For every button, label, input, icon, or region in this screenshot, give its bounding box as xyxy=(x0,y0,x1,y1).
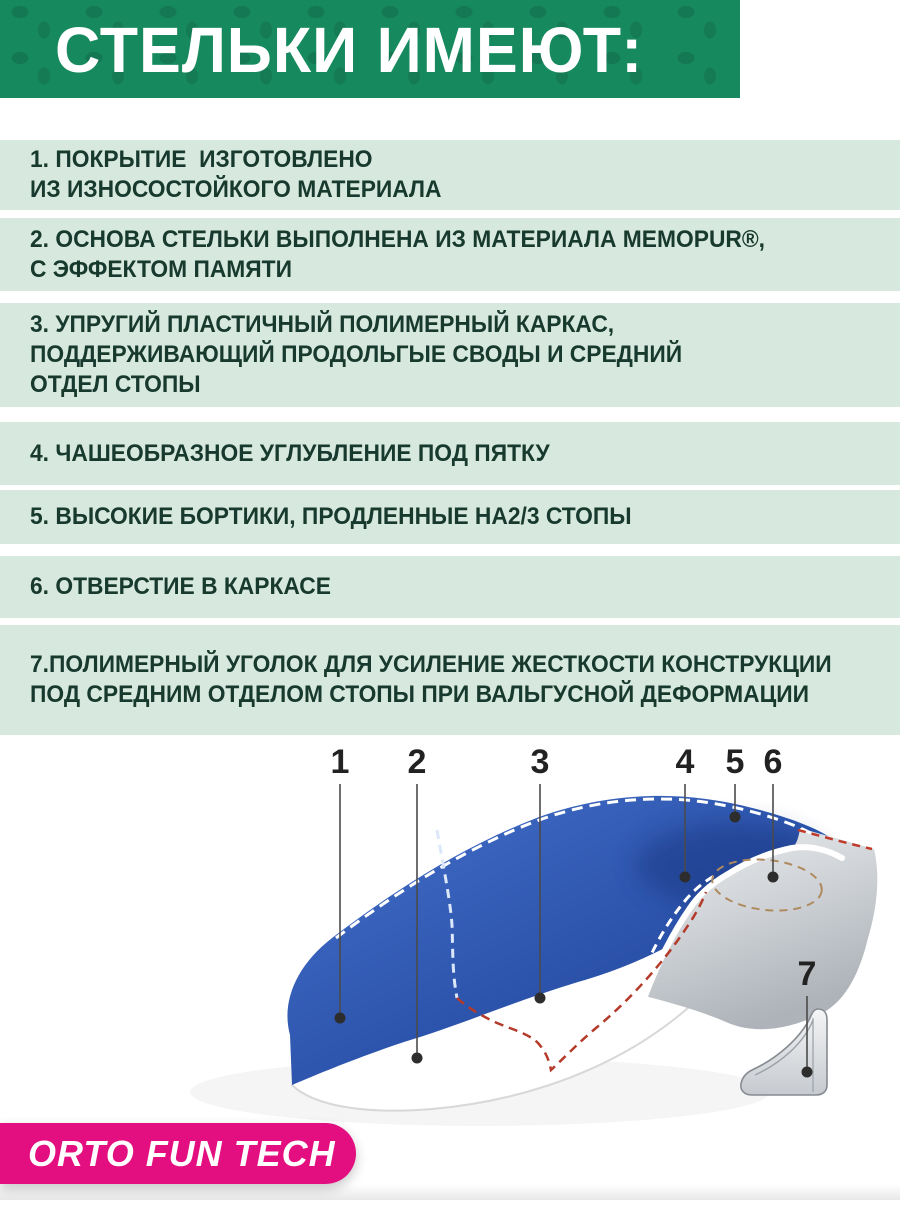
feature-item-4 xyxy=(0,422,900,485)
header-banner xyxy=(0,0,740,98)
feature-line: 2. ОСНОВА СТЕЛЬКИ ВЫПОЛНЕНА ИЗ МАТЕРИАЛА MEMOPUR®, xyxy=(30,225,766,253)
feature-line: ИЗ ИЗНОСОСТОЙКОГО МАТЕРИАЛА xyxy=(30,176,442,203)
callout-number-7: 7 xyxy=(797,955,817,993)
callout-dot-7 xyxy=(802,1067,813,1078)
callout-dot-3 xyxy=(535,993,546,1004)
callout-number-3: 3 xyxy=(530,743,550,781)
feature-item-5 xyxy=(0,490,900,544)
callout-dot-2 xyxy=(412,1053,423,1064)
feature-item-6 xyxy=(0,556,900,618)
feature-line: 4. ЧАШЕОБРАЗНОЕ УГЛУБЛЕНИЕ ПОД ПЯТКУ xyxy=(30,439,550,467)
callout-number-5: 5 xyxy=(725,743,745,781)
callout-number-4: 4 xyxy=(675,743,695,781)
callout-number-1: 1 xyxy=(330,743,350,781)
page-title: СТЕЛЬКИ ИМЕЮТ: xyxy=(55,14,644,86)
brand-name: ORTO FUN TECH xyxy=(28,1132,336,1174)
feature-item-2 xyxy=(0,218,900,291)
feature-line: 1. ПОКРЫТИЕ ИЗГОТОВЛЕНО xyxy=(30,146,373,173)
feature-line: 6. ОТВЕРСТИЕ В КАРКАСЕ xyxy=(30,573,331,600)
feature-line: ПОД СРЕДНИМ ОТДЕЛОМ СТОПЫ ПРИ ВАЛЬГУСНОЙ ДЕФОРМАЦИИ xyxy=(30,681,810,708)
feature-line: ПОДДЕРЖИВАЮЩИЙ ПРОДОЛЬГЫЕ СВОДЫ И СРЕДНИЙ xyxy=(30,341,683,368)
callout-number-6: 6 xyxy=(763,743,783,781)
feature-line: 5. ВЫСОКИЕ БОРТИКИ, ПРОДЛЕННЫЕ НА2/3 СТОПЫ xyxy=(30,503,632,530)
feature-item-3 xyxy=(0,303,900,407)
callout-dot-6 xyxy=(768,872,779,883)
feature-item-1 xyxy=(0,140,900,210)
feature-line: 3. УПРУГИЙ ПЛАСТИЧНЫЙ ПОЛИМЕРНЫЙ КАРКАС, xyxy=(30,311,615,338)
brand-badge xyxy=(0,1123,356,1184)
bottom-edge-shade xyxy=(0,1184,900,1200)
feature-line: С ЭФФЕКТОМ ПАМЯТИ xyxy=(30,255,293,283)
callout-dot-5 xyxy=(730,812,741,823)
callout-dot-1 xyxy=(335,1013,346,1024)
callout-number-2: 2 xyxy=(407,743,427,781)
feature-line: 7.ПОЛИМЕРНЫЙ УГОЛОК ДЛЯ УСИЛЕНИЕ ЖЕСТКОСТИ КОНСТРУКЦИИ xyxy=(30,651,832,678)
feature-line: ОТДЕЛ СТОПЫ xyxy=(30,371,201,398)
feature-item-7 xyxy=(0,625,900,735)
callout-dot-4 xyxy=(680,872,691,883)
